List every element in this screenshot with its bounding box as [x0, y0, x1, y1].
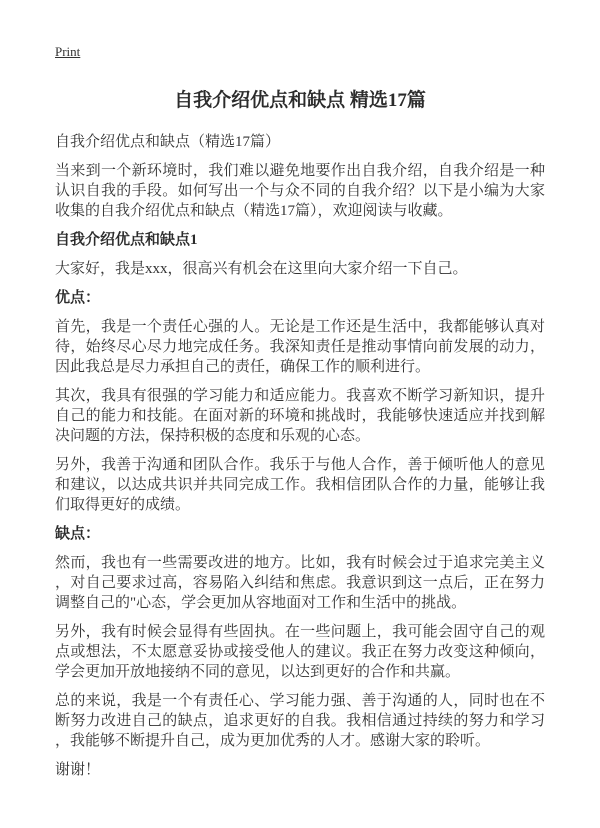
page-title: 自我介绍优点和缺点 精选17篇 — [174, 90, 426, 111]
paragraph-weakness-1: 然而，我也有一些需要改进的地方。比如，我有时候会过于追求完美主义，对自己要求过高，容易陷入纠结和焦虑。我意识到这一点后，正在努力调整自己的"心态，学会更加从容地面对工作和生活中的挑战。 — [55, 555, 545, 611]
print-link[interactable]: Print — [55, 44, 81, 59]
paragraph-intro: 当来到一个新环境时，我们难以避免地要作出自我介绍，自我介绍是一种认识自我的手段。如何写出一个与众不同的自我介绍？以下是小编为大家收集的自我介绍优点和缺点（精选17篇），欢迎阅读与收藏。 — [55, 163, 545, 219]
paragraph-greeting: 大家好，我是xxx，很高兴有机会在这里向大家介绍一下自己。 — [55, 261, 468, 277]
section-heading-weaknesses: 缺点： — [55, 526, 101, 542]
paragraph-strength-3: 另外，我善于沟通和团队合作。我乐于与他人合作，善于倾听他人的意见和建议，以达成共识并共同完成工作。我相信团队合作的力量，能够让我们取得更好的成绩。 — [55, 457, 545, 513]
paragraph-strength-2: 其次，我具有很强的学习能力和适应能力。我喜欢不断学习新知识，提升自己的能力和技能。在面对新的环境和挑战时，我能够快速适应并找到解决问题的方法，保持积极的态度和乐观的心态。 — [55, 388, 545, 444]
paragraph-thanks: 谢谢！ — [55, 762, 101, 778]
section-heading-1: 自我介绍优点和缺点1 — [55, 232, 198, 248]
doc-subtitle: 自我介绍优点和缺点（精选17篇） — [55, 134, 281, 150]
paragraph-summary: 总的来说，我是一个有责任心、学习能力强、善于沟通的人，同时也在不断努力改进自己的缺点，追求更好的自我。我相信通过持续的努力和学习，我能够不断提升自己，成为更加优秀的人才。感谢大家的聆听。 — [55, 693, 545, 749]
paragraph-weakness-2: 另外，我有时候会显得有些固执。在一些问题上，我可能会固守自己的观点或想法，不太愿意妥协或接受他人的建议。我正在努力改变这种倾向，学会更加开放地接纳不同的意见，以达到更好的合作和共赢。 — [55, 624, 545, 680]
section-heading-strengths: 优点： — [55, 290, 101, 306]
paragraph-strength-1: 首先，我是一个责任心强的人。无论是工作还是生活中，我都能够认真对待，始终尽心尽力地完成任务。我深知责任是推动事情向前发展的动力，因此我总是尽力承担自己的责任，确保工作的顺利进行。 — [55, 319, 545, 375]
